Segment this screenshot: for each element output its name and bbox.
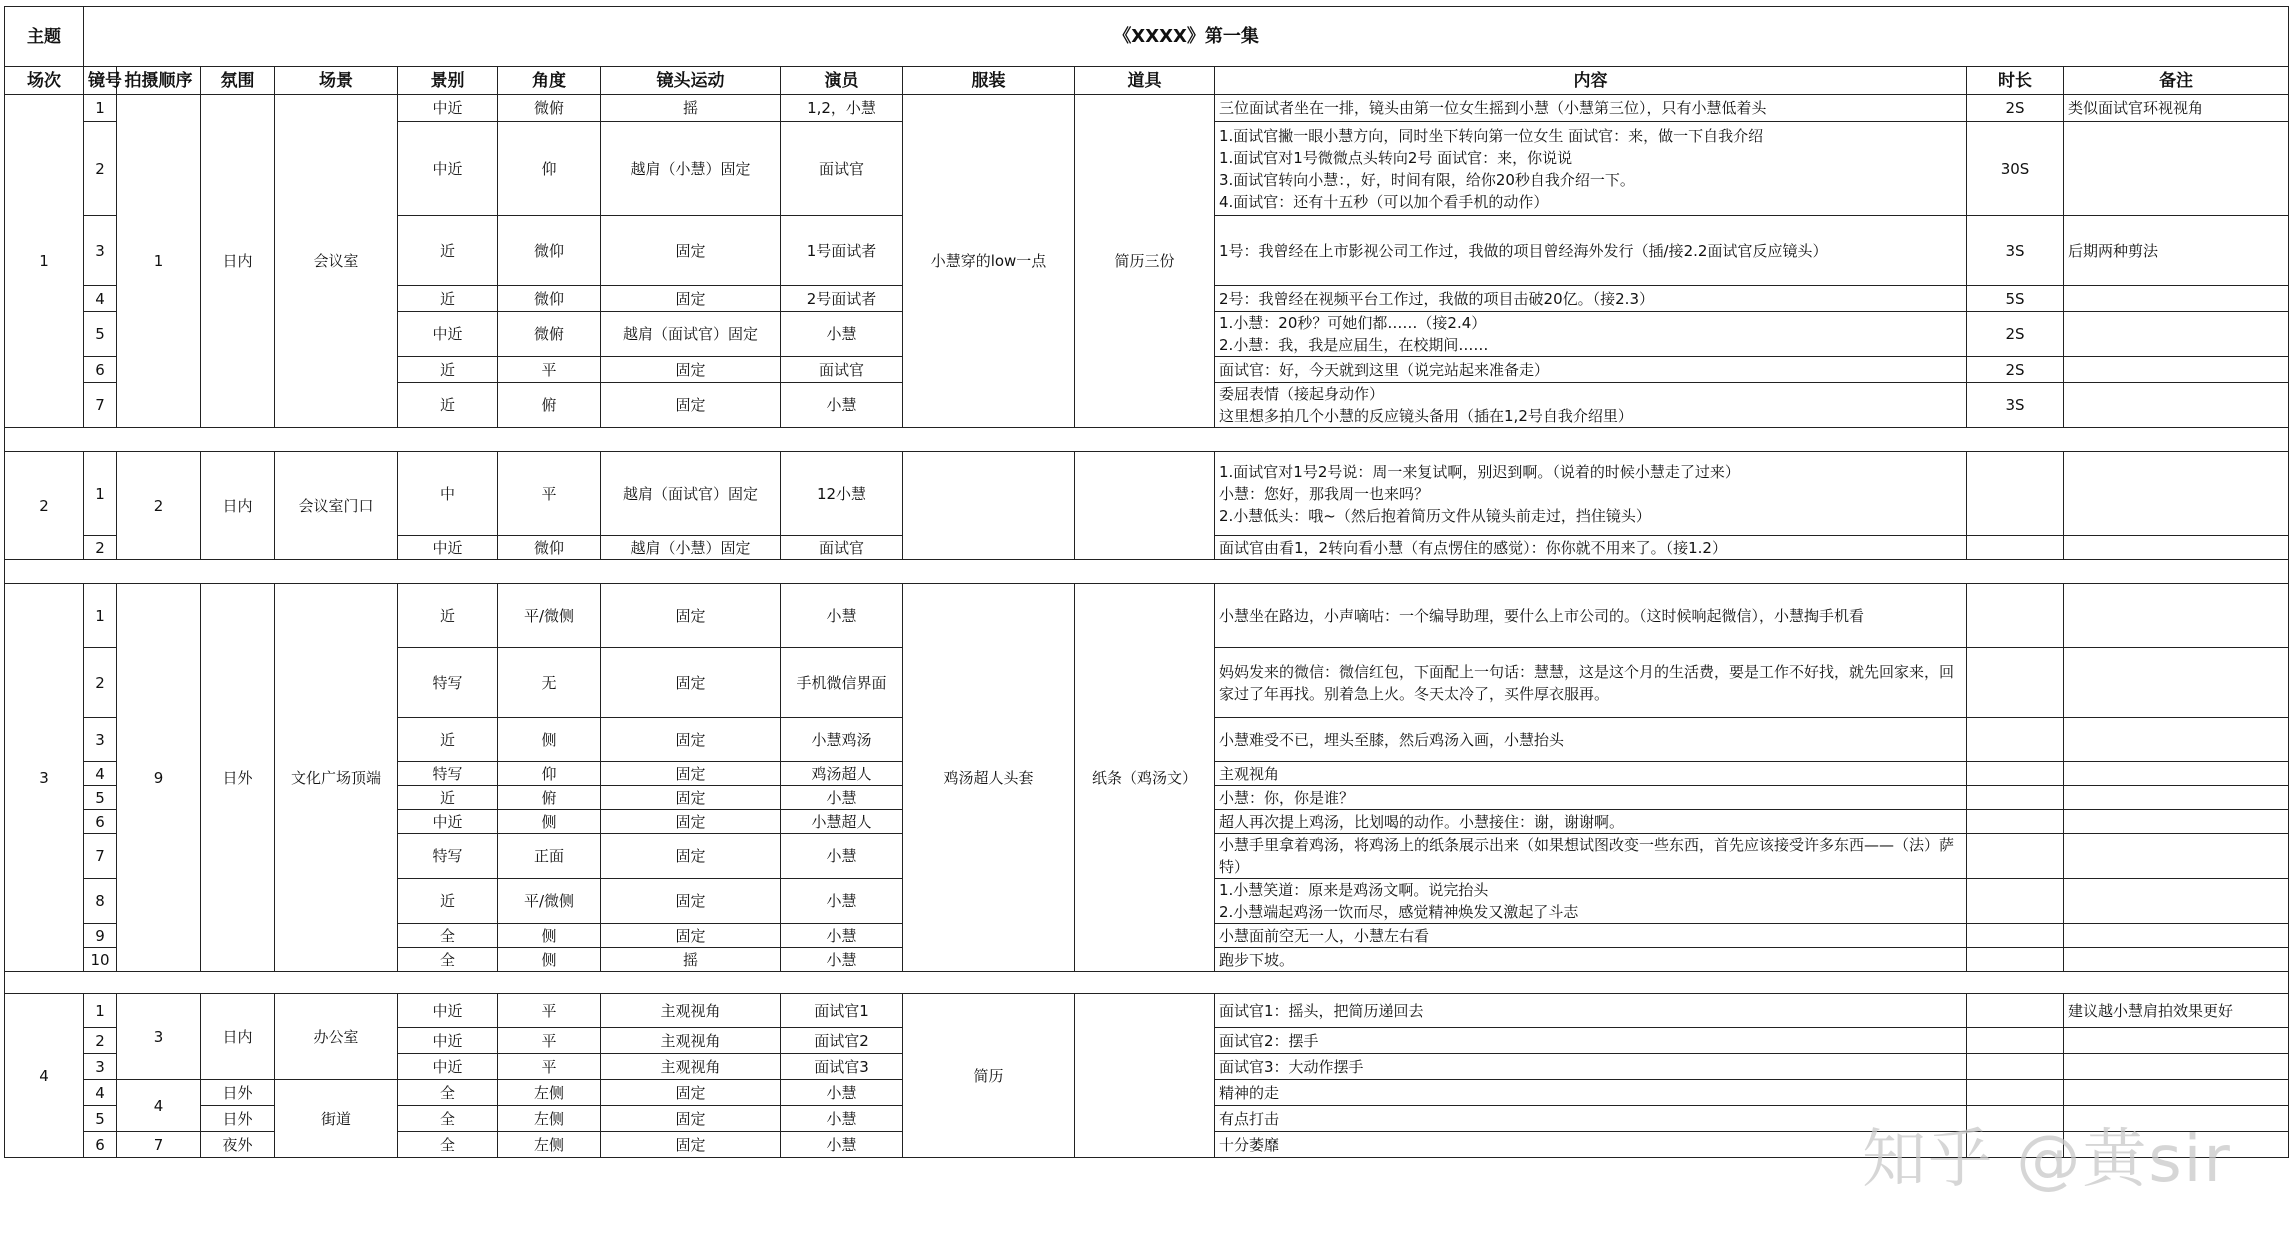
- shoot-order: 9: [117, 584, 201, 972]
- shot-size: 中: [398, 452, 498, 536]
- location: 街道: [275, 1080, 398, 1158]
- camera-movement: 主观视角: [601, 1054, 781, 1080]
- remark: [2064, 718, 2289, 762]
- costume: [903, 452, 1075, 560]
- camera-movement: 摇: [601, 948, 781, 972]
- duration: [1967, 1028, 2064, 1054]
- camera-angle: 俯: [498, 786, 601, 810]
- camera-movement: 固定: [601, 1132, 781, 1158]
- shot-content: [1215, 948, 1967, 972]
- table-body: [5, 95, 2289, 1158]
- remark: [2064, 357, 2289, 383]
- shot-size: 近: [398, 879, 498, 924]
- table-row: [5, 95, 2289, 122]
- content-line: 小慧面前空无一人，小慧左右看: [1219, 926, 1430, 945]
- duration: 30S: [1967, 122, 2064, 216]
- remark: [2064, 786, 2289, 810]
- camera-angle: 平: [498, 994, 601, 1028]
- header-cell: 备注: [2064, 67, 2289, 95]
- camera-movement: 越肩（面试官）固定: [601, 312, 781, 357]
- duration: 3S: [1967, 216, 2064, 286]
- content-line: 2.小慧低头：哦~（然后抱着简历文件从镜头前走过，挡住镜头）: [1219, 506, 1651, 525]
- shot-number: 7: [84, 383, 117, 428]
- content-line: 委屈表情（接起身动作）: [1219, 385, 1385, 403]
- duration: [1967, 994, 2064, 1028]
- shot-content: [1215, 286, 1967, 312]
- actor: 面试官: [781, 357, 903, 383]
- actor: 小慧: [781, 584, 903, 648]
- remark: [2064, 1054, 2289, 1080]
- shot-number: 2: [84, 122, 117, 216]
- table-row: [5, 994, 2289, 1028]
- shot-number: 9: [84, 924, 117, 948]
- camera-movement: 固定: [601, 1080, 781, 1106]
- camera-movement: 主观视角: [601, 1028, 781, 1054]
- location: 文化广场顶端: [275, 584, 398, 972]
- actor: 小慧: [781, 924, 903, 948]
- shot-number: 6: [84, 1132, 117, 1158]
- shot-content: [1215, 122, 1967, 216]
- content-line: 妈妈发来的微信：微信红包，下面配上一句话：慧慧，这是这个月的生活费，要是工作不好找，就先回家来，回家过了年再找。别着急上火。冬天太冷了，买件厚衣服再。: [1219, 662, 1955, 703]
- shot-size: 近: [398, 383, 498, 428]
- camera-movement: 固定: [601, 834, 781, 879]
- header-cell: 场景: [275, 67, 398, 95]
- header-cell: 镜号: [84, 67, 117, 95]
- shot-size: 全: [398, 1080, 498, 1106]
- header-cell: 场次: [5, 67, 84, 95]
- actor: 手机微信界面: [781, 648, 903, 718]
- duration: 5S: [1967, 286, 2064, 312]
- duration: [1967, 762, 2064, 786]
- camera-angle: 平: [498, 452, 601, 536]
- camera-movement: 固定: [601, 810, 781, 834]
- actor: 小慧超人: [781, 810, 903, 834]
- scene-number: 2: [5, 452, 84, 560]
- location: 办公室: [275, 994, 398, 1080]
- camera-movement: 固定: [601, 357, 781, 383]
- shot-number: 3: [84, 1054, 117, 1080]
- content-line: 1号：我曾经在上市影视公司工作过，我做的项目曾经海外发行（插/接2.2面试官反应镜头）: [1219, 241, 1828, 260]
- remark: [2064, 879, 2289, 924]
- actor: 1号面试者: [781, 216, 903, 286]
- shot-content: [1215, 786, 1967, 810]
- camera-angle: 侧: [498, 718, 601, 762]
- actor: 面试官2: [781, 1028, 903, 1054]
- camera-movement: 固定: [601, 216, 781, 286]
- actor: 小慧: [781, 879, 903, 924]
- shot-content: [1215, 584, 1967, 648]
- scene-number: 4: [5, 994, 84, 1158]
- actor: 面试官3: [781, 1054, 903, 1080]
- shot-content: [1215, 1028, 1967, 1054]
- camera-movement: 固定: [601, 648, 781, 718]
- camera-movement: 固定: [601, 786, 781, 810]
- shoot-order: 4: [117, 1080, 201, 1132]
- shot-number: 1: [84, 584, 117, 648]
- shot-number: 10: [84, 948, 117, 972]
- theme-label: 主题: [5, 7, 84, 67]
- camera-angle: 仰: [498, 122, 601, 216]
- shot-content: [1215, 1054, 1967, 1080]
- costume: 鸡汤超人头套: [903, 584, 1075, 972]
- shot-size: 中近: [398, 810, 498, 834]
- shot-size: 中近: [398, 1028, 498, 1054]
- camera-angle: 侧: [498, 948, 601, 972]
- header-row: [5, 67, 2289, 95]
- separator-cell: [5, 428, 2289, 452]
- shot-content: [1215, 357, 1967, 383]
- remark: [2064, 383, 2289, 428]
- mood: 日内: [201, 994, 275, 1080]
- content-line: 1.面试官撇一眼小慧方向，同时坐下转向第一位女生 面试官：来，做一下自我介绍: [1219, 126, 1764, 145]
- camera-angle: 平: [498, 1028, 601, 1054]
- duration: 2S: [1967, 357, 2064, 383]
- shot-size: 全: [398, 1132, 498, 1158]
- actor: 小慧: [781, 948, 903, 972]
- content-line: 面试官2：摆手: [1219, 1031, 1319, 1050]
- camera-angle: 侧: [498, 810, 601, 834]
- remark: [2064, 648, 2289, 718]
- shot-size: 特写: [398, 834, 498, 879]
- content-line: 主观视角: [1219, 764, 1280, 783]
- shoot-order: 7: [117, 1132, 201, 1158]
- content-line: 面试官3：大动作摆手: [1219, 1057, 1364, 1076]
- duration: 2S: [1967, 95, 2064, 122]
- content-line: 面试官由看1，2转向看小慧（有点愣住的感觉）：你你就不用来了。（接1.2）: [1219, 538, 1727, 557]
- sheet-title: 《XXXX》第一集: [84, 7, 2289, 67]
- remark: [2064, 312, 2289, 357]
- location: 会议室门口: [275, 452, 398, 560]
- scene-separator: [5, 972, 2289, 994]
- scene-number: 1: [5, 95, 84, 428]
- content-line: 面试官1：摇头，把简历递回去: [1219, 1001, 1424, 1020]
- shot-content: [1215, 383, 1967, 428]
- shot-content: [1215, 216, 1967, 286]
- shot-number: 1: [84, 994, 117, 1028]
- shot-content: [1215, 1106, 1967, 1132]
- shoot-order: 1: [117, 95, 201, 428]
- shot-size: 近: [398, 584, 498, 648]
- camera-angle: 左侧: [498, 1106, 601, 1132]
- actor: 小慧鸡汤: [781, 718, 903, 762]
- header-cell: 景别: [398, 67, 498, 95]
- content-line: 面试官：好，今天就到这里（说完站起来准备走）: [1219, 360, 1550, 379]
- content-line: 1.小慧：20秒？可她们都……（接2.4）: [1219, 314, 1487, 332]
- shot-number: 6: [84, 810, 117, 834]
- separator-cell: [5, 560, 2289, 584]
- shot-number: 2: [84, 536, 117, 560]
- actor: 面试官: [781, 536, 903, 560]
- camera-movement: 固定: [601, 879, 781, 924]
- mood: 日外: [201, 1080, 275, 1106]
- shot-number: 2: [84, 648, 117, 718]
- duration: [1967, 879, 2064, 924]
- camera-movement: 主观视角: [601, 994, 781, 1028]
- content-line: 三位面试者坐在一排，镜头由第一位女生摇到小慧（小慧第三位），只有小慧低着头: [1219, 99, 1767, 117]
- duration: [1967, 536, 2064, 560]
- content-line: 3.面试官转向小慧：，好，时间有限，给你20秒自我介绍一下。: [1219, 170, 1635, 189]
- location: 会议室: [275, 95, 398, 428]
- storyboard-table: [4, 6, 2289, 1158]
- content-line: 2.小慧端起鸡汤一饮而尽，感觉精神焕发又激起了斗志: [1219, 903, 1579, 921]
- actor: 小慧: [781, 1080, 903, 1106]
- shot-size: 全: [398, 924, 498, 948]
- costume: 小慧穿的low一点: [903, 95, 1075, 428]
- content-line: 4.面试官：还有十五秒（可以加个看手机的动作）: [1219, 192, 1549, 211]
- shot-number: 6: [84, 357, 117, 383]
- shot-number: 1: [84, 95, 117, 122]
- scene-separator: [5, 560, 2289, 584]
- shot-content: [1215, 312, 1967, 357]
- shot-size: 特写: [398, 762, 498, 786]
- title-row: [5, 7, 2289, 67]
- mood: 日外: [201, 1106, 275, 1132]
- prop: [1075, 994, 1215, 1158]
- camera-movement: 越肩（小慧）固定: [601, 536, 781, 560]
- actor: 小慧: [781, 312, 903, 357]
- camera-angle: 平: [498, 357, 601, 383]
- duration: [1967, 452, 2064, 536]
- actor: 12小慧: [781, 452, 903, 536]
- shot-size: 近: [398, 786, 498, 810]
- camera-movement: 摇: [601, 95, 781, 122]
- remark: [2064, 1028, 2289, 1054]
- shot-content: [1215, 718, 1967, 762]
- shot-content: [1215, 834, 1967, 879]
- remark: [2064, 948, 2289, 972]
- shot-size: 中近: [398, 122, 498, 216]
- mood: 日内: [201, 95, 275, 428]
- header-cell: 演员: [781, 67, 903, 95]
- shot-number: 4: [84, 1080, 117, 1106]
- shot-number: 2: [84, 1028, 117, 1054]
- shot-size: 近: [398, 216, 498, 286]
- header-cell: 氛围: [201, 67, 275, 95]
- shot-number: 5: [84, 786, 117, 810]
- shot-number: 8: [84, 879, 117, 924]
- scene-number: 3: [5, 584, 84, 972]
- camera-angle: 平: [498, 1054, 601, 1080]
- camera-angle: 微仰: [498, 286, 601, 312]
- scene-separator: [5, 428, 2289, 452]
- shot-content: [1215, 879, 1967, 924]
- camera-movement: 固定: [601, 1106, 781, 1132]
- remark: [2064, 924, 2289, 948]
- remark: [2064, 286, 2289, 312]
- shot-size: 中近: [398, 1054, 498, 1080]
- header-cell: 服装: [903, 67, 1075, 95]
- shoot-order: 3: [117, 994, 201, 1080]
- shot-content: [1215, 536, 1967, 560]
- shot-number: 4: [84, 286, 117, 312]
- camera-angle: 俯: [498, 383, 601, 428]
- duration: [1967, 718, 2064, 762]
- remark: [2064, 122, 2289, 216]
- camera-angle: 左侧: [498, 1132, 601, 1158]
- remark: [2064, 834, 2289, 879]
- duration: [1967, 810, 2064, 834]
- camera-movement: 越肩（面试官）固定: [601, 452, 781, 536]
- watermark: 知乎 @黄sir: [1862, 1123, 2232, 1197]
- actor: 小慧: [781, 383, 903, 428]
- actor: 小慧: [781, 1106, 903, 1132]
- duration: 2S: [1967, 312, 2064, 357]
- shot-size: 近: [398, 286, 498, 312]
- shot-content: [1215, 762, 1967, 786]
- header-cell: 拍摄顺序: [117, 67, 201, 95]
- shot-content: [1215, 452, 1967, 536]
- content-line: 2号：我曾经在视频平台工作过，我做的项目击破20亿。（接2.3）: [1219, 289, 1654, 308]
- camera-movement: 固定: [601, 924, 781, 948]
- mood: 夜外: [201, 1132, 275, 1158]
- duration: [1967, 584, 2064, 648]
- camera-movement: 越肩（小慧）固定: [601, 122, 781, 216]
- remark: 后期两种剪法: [2064, 216, 2289, 286]
- camera-angle: 仰: [498, 762, 601, 786]
- shoot-order: 2: [117, 452, 201, 560]
- remark: 建议越小慧肩拍效果更好: [2064, 994, 2289, 1028]
- actor: 面试官1: [781, 994, 903, 1028]
- duration: [1967, 1080, 2064, 1106]
- camera-angle: 微仰: [498, 216, 601, 286]
- remark: [2064, 810, 2289, 834]
- duration: [1967, 834, 2064, 879]
- shot-number: 3: [84, 216, 117, 286]
- separator-cell: [5, 972, 2289, 994]
- duration: 3S: [1967, 383, 2064, 428]
- table-row: [5, 584, 2289, 648]
- camera-movement: 固定: [601, 584, 781, 648]
- content-line: 十分萎靡: [1219, 1135, 1280, 1154]
- content-line: 小慧手里拿着鸡汤，将鸡汤上的纸条展示出来（如果想试图改变一些东西，首先应该接受许多东西——（法）萨特）: [1219, 836, 1955, 876]
- header-cell: 时长: [1967, 67, 2064, 95]
- shot-size: 中近: [398, 95, 498, 122]
- mood: 日内: [201, 452, 275, 560]
- duration: [1967, 948, 2064, 972]
- remark: [2064, 584, 2289, 648]
- camera-movement: 固定: [601, 286, 781, 312]
- content-line: 1.面试官对1号2号说：周一来复试啊，别迟到啊。（说着的时候小慧走了过来）: [1219, 462, 1740, 481]
- prop: 简历三份: [1075, 95, 1215, 428]
- remark: [2064, 452, 2289, 536]
- shot-size: 中近: [398, 994, 498, 1028]
- actor: 小慧: [781, 834, 903, 879]
- shot-number: 3: [84, 718, 117, 762]
- content-line: 小慧：你，你是谁？: [1219, 788, 1355, 807]
- prop: [1075, 452, 1215, 560]
- actor: 面试官: [781, 122, 903, 216]
- shot-content: [1215, 648, 1967, 718]
- camera-angle: 平/微侧: [498, 584, 601, 648]
- camera-movement: 固定: [601, 762, 781, 786]
- header-cell: 镜头运动: [601, 67, 781, 95]
- shot-size: 全: [398, 1106, 498, 1132]
- header-cell: 道具: [1075, 67, 1215, 95]
- remark: [2064, 762, 2289, 786]
- shot-number: 4: [84, 762, 117, 786]
- remark: [2064, 536, 2289, 560]
- header-cell: 角度: [498, 67, 601, 95]
- shot-number: 5: [84, 1106, 117, 1132]
- shot-size: 中近: [398, 312, 498, 357]
- content-line: 1.面试官对1号微微点头转向2号 面试官：来，你说说: [1219, 148, 1573, 167]
- shot-content: [1215, 1132, 1967, 1158]
- camera-angle: 微仰: [498, 536, 601, 560]
- camera-angle: 左侧: [498, 1080, 601, 1106]
- actor: 2号面试者: [781, 286, 903, 312]
- remark: [2064, 1080, 2289, 1106]
- content-line: 小慧难受不已，埋头至膝，然后鸡汤入画，小慧抬头: [1219, 730, 1565, 749]
- content-line: 跑步下坡。: [1219, 950, 1295, 969]
- shot-size: 特写: [398, 648, 498, 718]
- actor: 1,2，小慧: [781, 95, 903, 122]
- camera-angle: 微俯: [498, 312, 601, 357]
- shot-number: 7: [84, 834, 117, 879]
- shot-content: [1215, 994, 1967, 1028]
- mood: 日外: [201, 584, 275, 972]
- shot-content: [1215, 810, 1967, 834]
- content-line: 超人再次提上鸡汤，比划喝的动作。小慧接住：谢，谢谢啊。: [1219, 812, 1625, 831]
- shot-content: [1215, 924, 1967, 948]
- costume: 简历: [903, 994, 1075, 1158]
- duration: [1967, 648, 2064, 718]
- shot-size: 中近: [398, 536, 498, 560]
- content-line: 1.小慧笑道：原来是鸡汤文啊。说完抬头: [1219, 881, 1489, 899]
- content-line: 2.小慧：我，我是应届生，在校期间……: [1219, 336, 1489, 354]
- shot-number: 1: [84, 452, 117, 536]
- camera-movement: 固定: [601, 383, 781, 428]
- actor: 鸡汤超人: [781, 762, 903, 786]
- camera-angle: 平/微侧: [498, 879, 601, 924]
- shot-content: [1215, 95, 1967, 122]
- remark: 类似面试官环视视角: [2064, 95, 2289, 122]
- camera-movement: 固定: [601, 718, 781, 762]
- duration: [1967, 1054, 2064, 1080]
- content-line: 这里想多拍几个小慧的反应镜头备用（插在1,2号自我介绍里）: [1219, 407, 1633, 425]
- camera-angle: 正面: [498, 834, 601, 879]
- duration: [1967, 786, 2064, 810]
- shot-size: 全: [398, 948, 498, 972]
- camera-angle: 微俯: [498, 95, 601, 122]
- shot-number: 5: [84, 312, 117, 357]
- camera-angle: 侧: [498, 924, 601, 948]
- shot-size: 近: [398, 718, 498, 762]
- content-line: 有点打击: [1219, 1109, 1280, 1128]
- shot-content: [1215, 1080, 1967, 1106]
- content-line: 小慧：您好，那我周一也来吗？: [1219, 484, 1430, 503]
- prop: 纸条（鸡汤文）: [1075, 584, 1215, 972]
- content-line: 小慧坐在路边，小声嘀咕：一个编导助理，要什么上市公司的。（这时候响起微信），小慧掏手机看: [1219, 606, 1865, 625]
- shot-size: 近: [398, 357, 498, 383]
- actor: 小慧: [781, 786, 903, 810]
- actor: 小慧: [781, 1132, 903, 1158]
- header-cell: 内容: [1215, 67, 1967, 95]
- camera-angle: 无: [498, 648, 601, 718]
- duration: [1967, 924, 2064, 948]
- content-line: 精神的走: [1219, 1083, 1280, 1102]
- table-row: [5, 452, 2289, 536]
